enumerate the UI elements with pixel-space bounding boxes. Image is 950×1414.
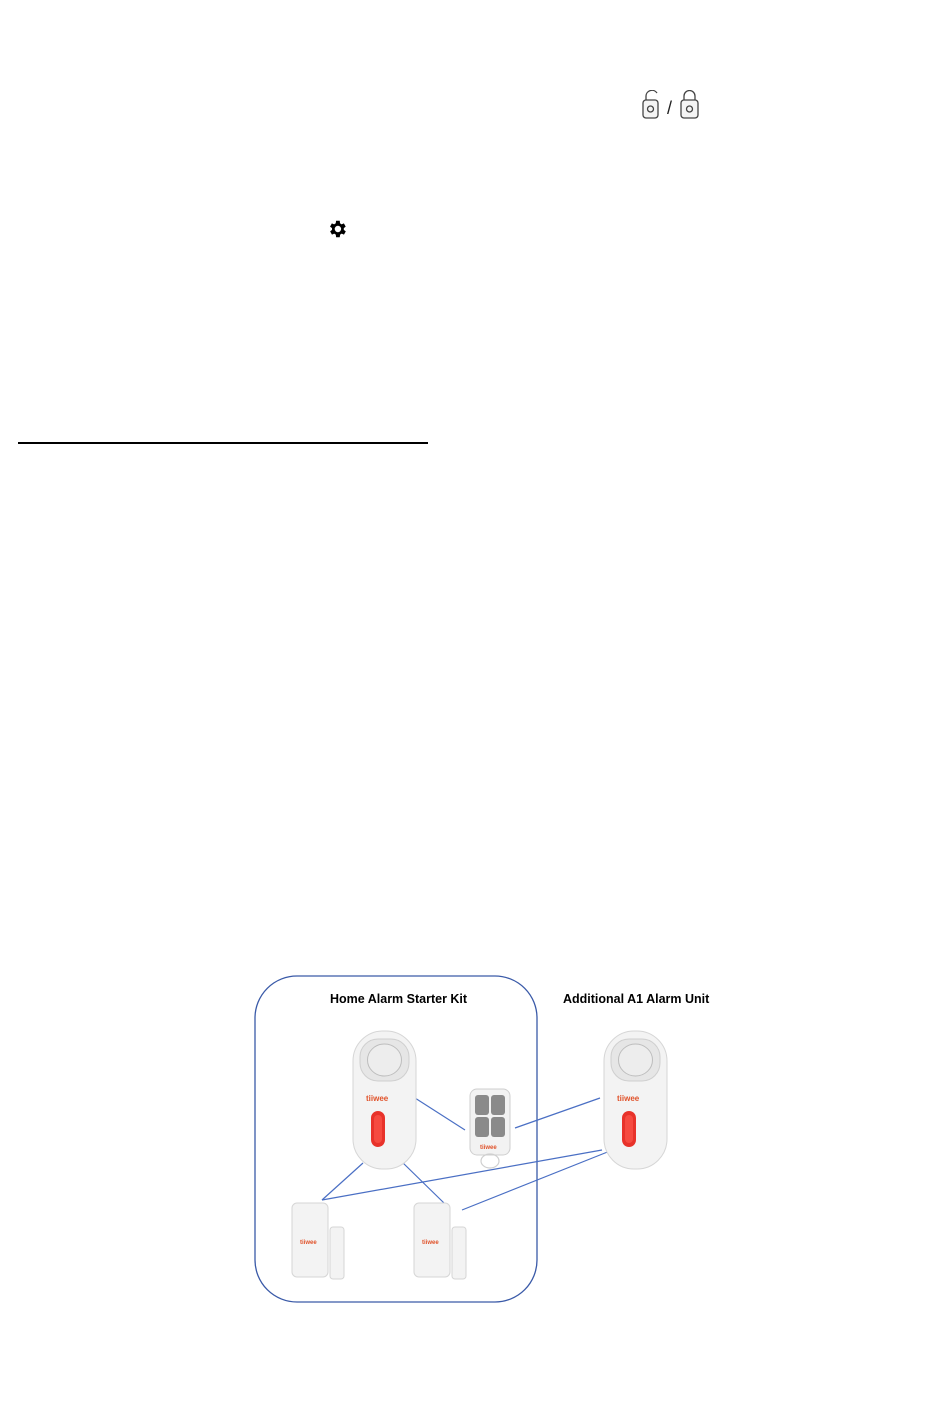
brand-logo-remote: tiiwee (480, 1145, 497, 1151)
icon-separator: / (667, 98, 673, 118)
lock-unlock-icons (640, 90, 702, 120)
section-divider (18, 442, 428, 444)
gear-icon (326, 218, 348, 240)
starter-kit-title: Home Alarm Starter Kit (330, 992, 468, 1006)
alarm-system-diagram (240, 965, 740, 1315)
door-sensor-right (414, 1203, 466, 1279)
brand-logo-sensor-left: tiiwee (300, 1240, 317, 1246)
brand-logo-alarm-kit: tiiwee (366, 1094, 389, 1103)
padlock-locked-icon (681, 91, 698, 119)
diagram-artwork (240, 965, 740, 1315)
brand-logo-sensor-right: tiiwee (422, 1240, 439, 1246)
padlock-unlocked-icon (643, 90, 658, 118)
remote-key-fob (470, 1089, 510, 1168)
additional-unit-title: Additional A1 Alarm Unit (563, 992, 710, 1006)
alarm-unit-kit (353, 1031, 416, 1169)
brand-logo-alarm-additional: tiiwee (617, 1094, 640, 1103)
alarm-unit-additional (604, 1031, 667, 1169)
door-sensor-left (292, 1203, 344, 1279)
